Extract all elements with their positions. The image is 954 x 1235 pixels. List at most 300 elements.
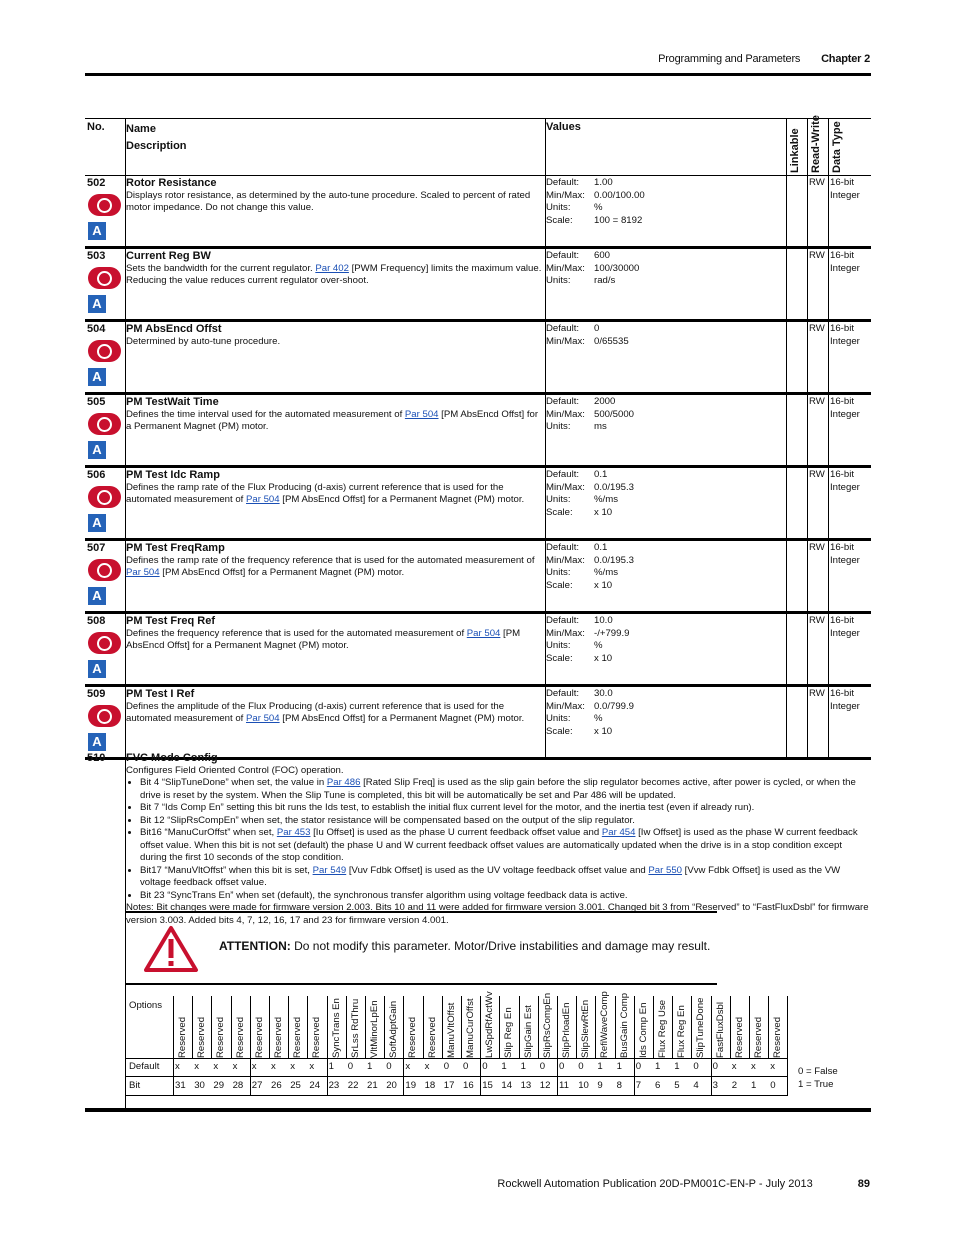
bit-number: 3 [712,1080,718,1091]
bit-name: LwSpdRfActWv [484,991,496,1058]
bit-column [519,996,538,1096]
param-description: Current Reg BW Sets the bandwidth for the current regulator. Par 402 [PWM Frequency] limits the maximum value. Reducing the value reduces current regulator over-shoot. [126,250,542,286]
value-entries [594,615,629,665]
bit-column [768,996,787,1096]
param-description: Rotor Resistance Displays rotor resistance, as determined by the auto-tune procedure. Scaled to percent of rated motor impedance. Do not change this value. [126,177,542,215]
value-entry: %/ms [594,567,618,578]
header-read-write: Read-Write [810,115,822,173]
value-label: Default: [546,469,580,480]
value-labels [546,250,585,288]
value-label: Scale: [546,579,573,591]
param-name: PM TestWait Time [126,396,219,408]
bit-number: 9 [597,1080,603,1091]
bit-default: x [309,1061,315,1072]
bit-number: 15 [482,1080,493,1091]
value-label: Min/Max: [546,262,585,274]
bit-number: 26 [271,1080,282,1091]
value-label: Default: [546,250,580,261]
param-name: PM Test Idc Ramp [126,469,220,481]
bit-number: 8 [616,1080,622,1091]
bit-number: 13 [520,1080,532,1091]
value-label: Min/Max: [546,408,585,420]
value-label: Scale: [546,506,573,518]
bit-name: Slip Reg En [503,1007,515,1058]
value-entry: 2000 [594,396,616,407]
bit-name: Reserved [407,1016,419,1058]
value-entry: 600 [594,250,611,261]
flux-vector-o-icon [88,267,121,289]
value-entries [594,542,634,592]
bit-default: 1 [616,1061,622,1072]
param-row [85,176,871,249]
bit-column [672,996,691,1096]
value-entries [594,688,634,738]
value-label: Units: [546,713,571,724]
bit-number: 0 [770,1080,776,1091]
bit-default: x [770,1061,775,1072]
bit-default: 1 [501,1061,507,1072]
bit-column [288,996,307,1096]
param-link[interactable]: Par 454 [601,827,636,838]
value-label: Default: [546,688,580,699]
bit-default: x [751,1061,756,1072]
bit-column [346,996,365,1096]
footer-publication: Rockwell Automation Publication 20D-PM001C-EN-P - July 2013 [497,1178,813,1190]
bit-number: 18 [424,1080,436,1091]
bit-column [403,996,422,1096]
bit-name: SrLss RdThru [349,998,361,1058]
bit-name: ManuCurOffst [465,998,476,1058]
attention-box [125,911,717,985]
bit-name: VltMinorLpEn [369,1000,380,1058]
bit-name: Flux Reg Use [657,999,668,1058]
flux-vector-o-icon [88,486,121,508]
read-write: RW [809,323,825,334]
bit-number: 19 [405,1080,417,1091]
flux-vector-o-icon [88,194,121,216]
bit-column [615,992,634,1096]
param-number: 503 [87,250,106,262]
bit-name: Reserved [196,1016,208,1058]
bit-name: SlipRsCompEn [541,992,553,1058]
advanced-a-icon: A [88,295,106,313]
param-link[interactable]: Par 453 [276,827,311,838]
value-label: Units: [546,640,571,651]
header-values: Values [546,121,581,133]
param-description: PM Test FreqRamp Defines the ramp rate of the frequency reference that is used for the automated measurement of Par 504 [PM AbsEncd Offst] for a Permanent Magnet (PM) motor. [126,542,542,580]
warning-triangle-icon [143,925,199,973]
advanced-a-icon: A [88,587,106,605]
bit-name: Reserved [215,1016,227,1058]
value-entry: 0.0/799.9 [594,700,635,712]
read-write: RW [809,396,825,407]
bit-default: x [175,1061,180,1072]
value-entry: x 10 [594,579,613,591]
param-description: PM TestWait Time Defines the time interval used for the automated measurement of Par 504 [PM AbsEncd Offst] for a Permanent Magnet (PM) motor. [126,396,542,434]
param-row [85,541,871,614]
bit-default: 1 [367,1061,373,1072]
bit-column [442,996,461,1096]
bit-default: 1 [655,1061,661,1072]
bullet-item: • Bit17 “ManuVltOffst” when this bit is set, Par 549 [Vuv Fdbk Offset] is used as the UV voltage feedback offset value and Par 550 [Vvw Fdbk Offset] is used as the VW voltage feedback offset value. [140,865,871,890]
value-entries [594,177,645,227]
value-label: Scale: [546,214,573,226]
value-entry: % [594,202,603,213]
bit-number: 16 [463,1080,474,1091]
advanced-a-icon: A [88,222,106,240]
value-entries [594,469,634,519]
bit-column [461,996,480,1096]
advanced-a-icon: A [88,514,106,532]
bit-number: 30 [194,1080,205,1091]
bit-column [231,996,250,1096]
param-row [85,395,871,468]
flux-vector-o-icon [88,559,121,581]
bit-number: 17 [443,1080,455,1091]
flux-vector-o-icon [88,413,121,435]
options-bit-table [125,991,795,1096]
bit-column [595,991,614,1096]
bit-column [307,996,326,1096]
bit-column [173,996,192,1096]
data-type: 16-bit Integer [830,688,860,712]
advanced-a-icon: A [88,660,106,678]
value-label: Default: [546,396,580,407]
bit-number: 28 [232,1080,244,1091]
header-data-type: Data Type [831,121,843,173]
param-number: 502 [87,177,106,189]
param-description: PM Test Idc Ramp Defines the ramp rate of the Flux Producing (d-axis) current reference that is used for the automated measurement of Par 504 [PM AbsEncd Offst] for a Permanent Magnet (PM) motor. [126,469,542,507]
bit-default: x [290,1061,295,1072]
param-description: PM AbsEncd Offst Determined by auto-tune procedure. [126,323,542,348]
value-label: Min/Max: [546,627,585,639]
bit-label: Bit [129,1080,141,1091]
bit-number: 27 [251,1080,263,1091]
bullet-item: • Bit 12 “SlipRsCompEn” when set, the stator resistance will be compensated based on the output of the slip regulator. [140,815,871,828]
bit-name: Ids Comp En [637,1002,649,1058]
value-label: Min/Max: [546,700,585,712]
page-number: 89 [857,1178,870,1190]
bit-name: Flux Reg En [676,1005,688,1058]
value-entry: 1.00 [594,177,613,188]
bit-column [365,996,384,1096]
value-entry: 10.0 [594,615,613,626]
bit-default: x [194,1061,199,1072]
bit-name: Reserved [311,1016,323,1058]
param-number: 509 [87,688,106,700]
bit-name: Reserved [273,1016,284,1058]
value-entry: 100/30000 [594,262,640,274]
value-entry: % [594,640,603,651]
value-entry: %/ms [594,494,618,505]
value-label: Units: [546,275,571,286]
param-name: Rotor Resistance [126,177,217,189]
read-write: RW [809,615,825,626]
bit-name: BusGain Comp [618,992,630,1058]
value-label: Min/Max: [546,554,585,566]
bit-column [557,996,576,1096]
bit-column [711,996,730,1096]
value-labels [546,396,585,434]
advanced-a-icon: A [88,368,106,386]
param-number: 510 [87,752,106,764]
bit-name: SyncTrans En [330,998,342,1058]
param-notes: Notes: Bit changes were made for firmware version 2.003. Bits 10 and 11 were added for firmware version 3.001. Changed bit 3 from “Reserved” to “FastFluxDsbl” for firmware version 3.003. Added bits 4, 7, 12, 16, 17 and 23 for firmware version 4.001. [126,902,869,926]
bit-number: 24 [309,1080,321,1091]
param-description: PM Test I Ref Defines the amplitude of the Flux Producing (d-axis) current reference that is used for the automated measurement of Par 504 [PM AbsEncd Offst] for a Permanent Magnet (PM) motor. [126,688,542,726]
bullet-item: • Bit 4 “SlipTuneDone” when set, the value in Par 486 [Rated Slip Freq] is used as the slip gain before the slip regulator becomes active, after power is cycled, or when the drive is reset by the system. When the Slip Tune is completed, this bit will be automatically be set and Par 486 will be updated. [140,777,871,802]
bit-default: 0 [712,1061,718,1072]
param-description: PM Test Freq Ref Defines the frequency reference that is used for the automated measurement of Par 504 [PM AbsEncd Offst] for a Permanent Magnet (PM) motor. [126,615,542,653]
bit-name: Reserved [772,1016,784,1058]
header-rule [85,73,871,76]
advanced-a-icon: A [88,733,106,751]
bit-default: 0 [386,1061,392,1072]
bit-name: SlipTuneDone [695,997,707,1058]
data-type: 16-bit Integer [830,615,860,639]
parameter-rows [85,176,871,760]
bit-name: Reserved [292,1016,304,1058]
bit-default: 1 [328,1061,334,1072]
bit-name: Reserved [234,1016,246,1058]
options-label: Options [129,1000,163,1011]
value-entry: 0.0/195.3 [594,481,635,493]
bit-column [480,991,499,1096]
param-link[interactable]: Par 550 [648,864,683,876]
bit-name: Reserved [753,1016,764,1058]
bit-default: x [271,1061,276,1072]
value-label: Min/Max: [546,481,585,493]
bit-number: 20 [386,1080,397,1091]
advanced-a-icon: A [88,441,106,459]
bit-column [192,996,211,1096]
bullet-list [126,777,871,902]
param-row [85,614,871,687]
value-label: Units: [546,567,571,578]
bit-default: 0 [443,1061,450,1072]
param-name: PM Test Freq Ref [126,615,216,627]
bit-column [327,996,346,1096]
value-entry: 500/5000 [594,408,635,420]
page-footer [497,1178,870,1190]
default-label: Default [129,1061,160,1072]
bit-default: 0 [578,1061,584,1072]
value-entry: ms [594,421,607,432]
bit-column [250,996,269,1096]
param-row [85,322,871,395]
param-link[interactable]: Par 402 [315,262,349,274]
param-link[interactable]: Par 504 [126,567,160,578]
param-number: 508 [87,615,106,627]
param-row [85,687,871,760]
value-entry: 30.0 [594,688,613,699]
bit-column [576,996,595,1096]
value-entry: 0 [594,323,600,334]
bit-number: 10 [578,1080,589,1091]
bit-column [730,996,749,1096]
read-write: RW [809,177,825,188]
bit-default: 0 [463,1061,469,1072]
param-link[interactable]: Par 504 [246,713,280,724]
data-type: 16-bit Integer [830,469,860,493]
data-type: 16-bit Integer [830,396,860,420]
bit-number: 6 [655,1080,661,1091]
value-entry: x 10 [594,652,613,664]
bit-default: 0 [539,1061,546,1072]
bit-number: 11 [559,1080,569,1091]
value-labels [546,615,585,665]
bit-default: 0 [347,1061,354,1072]
value-labels [546,542,585,592]
param-link[interactable]: Par 504 [404,408,439,420]
parameter-table [85,115,871,760]
value-entry: 0.1 [594,469,608,480]
value-label: Default: [546,615,580,626]
bit-number: 21 [367,1080,378,1091]
bit-name: SlipGain Est [522,1005,534,1058]
bit-name: Reserved [177,1016,188,1058]
bit-number: 7 [635,1080,642,1091]
bit-name: Reserved [253,1016,265,1058]
bit-name: SlipSlewRtEn [580,999,592,1058]
bit-column [269,996,288,1096]
value-entries [594,250,639,288]
bit-column [499,996,518,1096]
value-entries [594,396,634,434]
bit-default: x [232,1061,238,1072]
bit-legend: 0 = False 1 = True [798,1066,838,1090]
flux-vector-o-icon [88,340,121,362]
value-labels [546,469,585,519]
header-name: Name Description [126,123,187,152]
value-entry: rad/s [594,275,616,286]
bit-name: RefiWaveComp [599,991,611,1058]
bit-default: 0 [482,1061,488,1072]
bit-default: 0 [559,1061,565,1072]
header-no: No. [87,121,105,133]
value-label: Scale: [546,652,573,664]
bit-number: 14 [501,1080,513,1091]
value-label: Units: [546,421,571,432]
read-write: RW [809,688,825,699]
header-chapter: Chapter 2 [821,53,870,65]
param-link[interactable]: Par 504 [246,494,280,505]
bit-column [384,996,403,1096]
bit-default: 1 [674,1061,680,1072]
read-write: RW [809,469,825,480]
param-row [85,468,871,541]
attention-text: ATTENTION: Do not modify this parameter. Motor/Drive instabilities and damage may result. [219,939,711,953]
value-label: Units: [546,202,571,213]
value-label: Units: [546,494,571,505]
value-entry: 0.00/100.00 [594,189,645,201]
param-number: 507 [87,542,106,554]
bit-column [423,996,442,1096]
param-number: 505 [87,396,106,408]
footer-rule [85,1108,871,1110]
flux-vector-o-icon [88,705,121,727]
bit-name: Reserved [733,1016,745,1058]
bit-column [653,996,672,1096]
bit-number: 23 [328,1080,340,1091]
bullet-item: • Bit 7 “Ids Comp En” setting this bit runs the Ids test, to establish the initial flux current level for the motor, and the inertia test (even if already run). [140,802,871,815]
param-number: 504 [87,323,106,335]
bit-default: 1 [597,1061,603,1072]
value-entry: x 10 [594,725,613,737]
value-entries [594,323,629,348]
bit-number: 1 [751,1080,757,1091]
read-write: RW [809,542,825,553]
bit-name: ManuVltOffst [445,1002,457,1058]
bit-default: x [731,1061,737,1072]
bit-number: 25 [290,1080,301,1091]
value-entry: x 10 [594,506,613,518]
bit-default: x [424,1061,430,1072]
value-label: Min/Max: [546,335,585,347]
bit-column [538,992,557,1096]
param-name: FVC Mode Config [126,752,218,764]
param-name: Current Reg BW [126,250,211,262]
value-labels [546,688,585,738]
bit-name: SoftAdptGain [388,1000,400,1058]
table-header [85,115,871,176]
header-section: Programming and Parameters [658,53,801,65]
bit-number: 29 [213,1080,225,1091]
data-type: 16-bit Integer [830,323,860,347]
data-type: 16-bit Integer [830,542,860,566]
value-label: Default: [546,177,580,188]
bit-default: 1 [520,1061,526,1072]
value-entry: 0.0/195.3 [594,554,635,566]
bit-number: 2 [731,1080,738,1091]
bit-name: Reserved [426,1016,438,1058]
bit-column [749,996,768,1096]
value-label: Scale: [546,725,573,737]
param-link[interactable]: Par 504 [466,627,501,639]
value-entry: % [594,713,603,724]
read-write: RW [809,250,825,261]
bit-name: SlipPrloadEn [561,1002,572,1058]
bit-number: 12 [539,1080,551,1091]
param-intro: Configures Field Oriented Control (FOC) operation. [126,764,344,776]
bit-name: FastFluxDsbl [714,1002,726,1058]
bullet-item: • Bit 23 “SyncTrans En” when set (default), the synchronous transfer algorithm using voltage feedback data is active. [140,890,871,903]
bit-default: 0 [635,1061,642,1072]
param-number: 506 [87,469,106,481]
value-labels [546,177,585,227]
bit-number: 5 [674,1080,680,1091]
param-link[interactable]: Par 549 [312,864,347,876]
bit-number: 31 [175,1080,186,1091]
value-entry: 0/65535 [594,335,629,347]
param-row [85,249,871,322]
flux-vector-o-icon [88,632,121,654]
value-entry: 100 = 8192 [594,214,643,226]
value-label: Default: [546,323,580,334]
param-name: PM Test I Ref [126,688,195,700]
bit-column [211,996,230,1096]
header-linkable: Linkable [789,128,801,173]
bit-default: x [213,1061,219,1072]
param-link[interactable]: Par 486 [326,777,361,788]
param-name: PM AbsEncd Offst [126,323,222,335]
bit-number: 4 [693,1080,699,1091]
bit-default: x [251,1061,257,1072]
value-entry: 0.1 [594,542,608,553]
data-type: 16-bit Integer [830,177,860,201]
bullet-item: • Bit16 “ManuCurOffst” when set, Par 453 [Iu Offset] is used as the phase U current feedback offset value and Par 454 [Iw Offset] is used as the phase W current feedback offset value. When this bit is not set (default) the phase U and W current feedback offset values are automatically updated when the drive is in a stop condition except during the first 10 seconds of the stop condition. [140,827,871,865]
bit-column [634,996,653,1096]
